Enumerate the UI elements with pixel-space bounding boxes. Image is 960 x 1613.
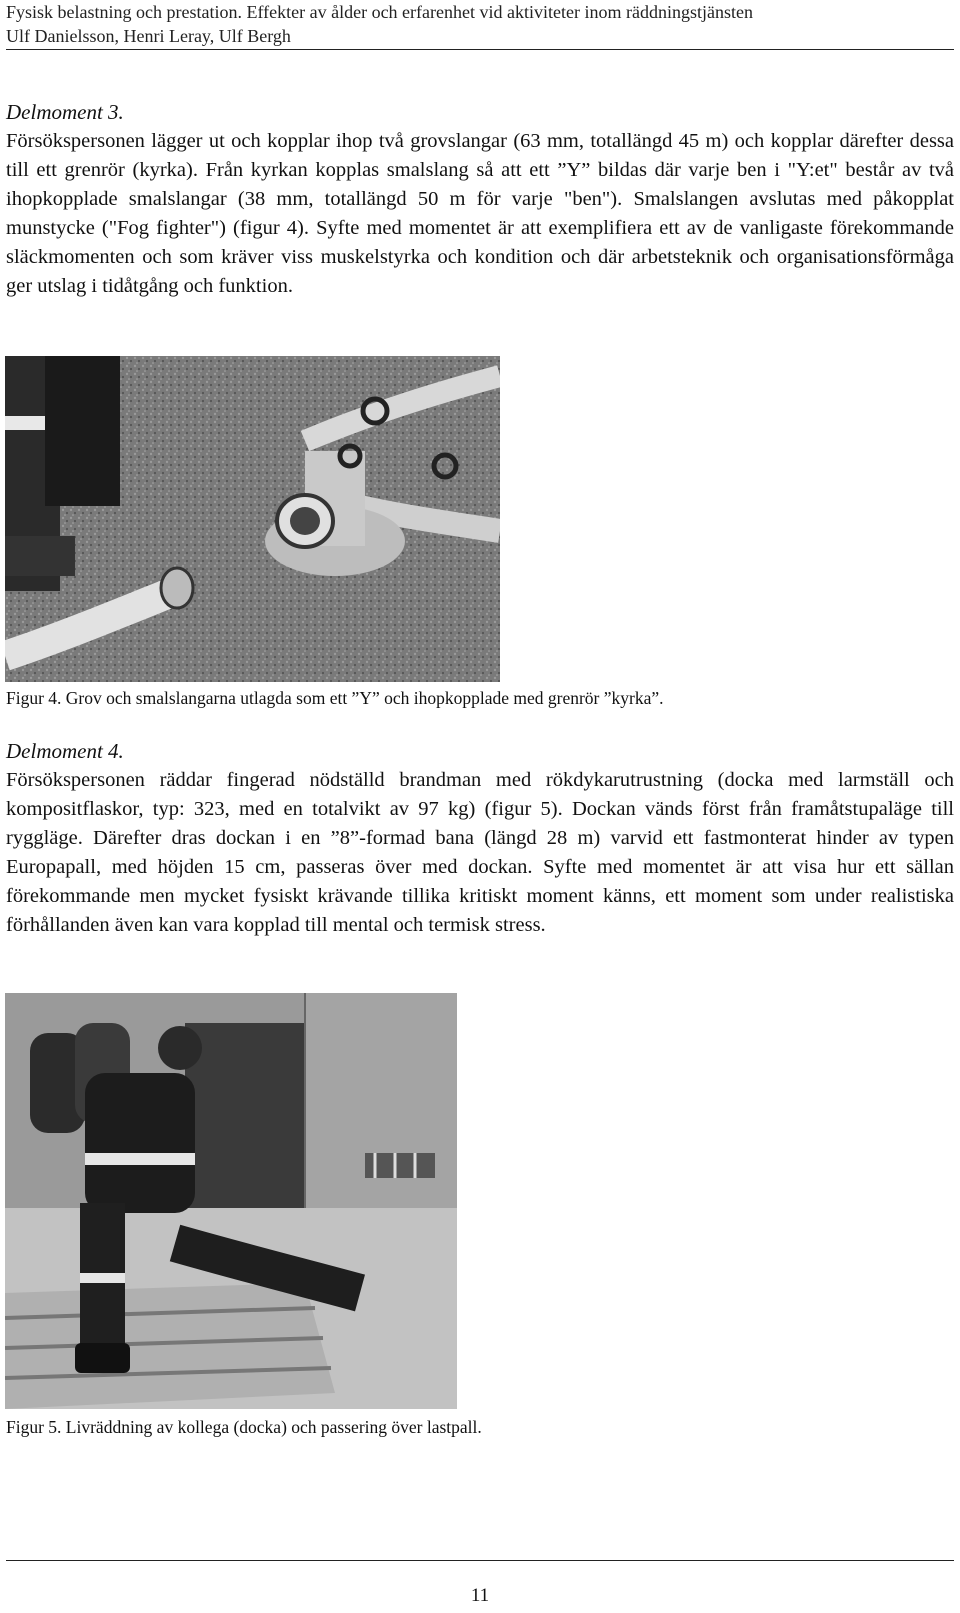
footer-rule — [6, 1560, 954, 1561]
section-3-heading: Delmoment 3. — [6, 100, 124, 124]
figure-4-photo — [5, 356, 500, 682]
figure-5-illustration — [5, 993, 457, 1409]
section-4-paragraph: Försökspersonen räddar fingerad nödställd brandman med rökdykarutrustning (docka med larmställ och kompositflaskor, typ: 323, med en totalvikt av 97 kg) (figur 5). Dockan vänds först från framåtstupaläge till ryggläge. Därefter dras dockan i en ”8”-formad bana (längd 28 m) varvid ett fastmonterat hinder av typen Europapall, med höjden 15 cm, passeras över med dockan. Syfte med momentet är att visa hur ett sällan förekommande men mycket fysiskt krävande tillika kritiskt moment känns, ett moment som under realistiska förhållanden även kan vara kopplad till mental och termisk stress. — [6, 769, 954, 936]
running-header — [6, 0, 954, 50]
figure-4-illustration — [5, 356, 500, 682]
figure-4-caption: Figur 4. Grov och smalslangarna utlagda som ett ”Y” och ihopkopplade med grenrör ”kyrka”. — [6, 688, 664, 708]
header-authors: Ulf Danielsson, Henri Leray, Ulf Bergh — [6, 26, 291, 46]
figure-5-caption: Figur 5. Livräddning av kollega (docka) och passering över lastpall. — [6, 1417, 482, 1437]
section-3-paragraph: Försökspersonen lägger ut och kopplar ihop två grovslangar (63 mm, totallängd 45 m) och kopplar därefter dessa till ett grenrör (kyrka). Från kyrkan kopplas smalslang så att ett ”Y” bildas där varje ben i "Y:et" består av två ihopkopplade smalslangar (38 mm, totallängd 50 m för varje "ben"). Smalslangen avslutas med påkopplat munstycke ("Fog fighter") (figur 4). Syfte med momentet är att exemplifiera ett av de vanligaste förekommande släckmomenten och som kräver viss muskelstyrka och kondition och där arbetsteknik och organisationsförmåga ger utslag i tidåtgång och funktion. — [6, 130, 954, 297]
header-title: Fysisk belastning och prestation. Effekter av ålder och erfarenhet vid aktiviteter inom räddningstjänsten — [6, 2, 753, 22]
section-4-heading: Delmoment 4. — [6, 739, 124, 763]
page-number: 11 — [470, 1585, 490, 1606]
figure-5-photo — [5, 993, 457, 1409]
